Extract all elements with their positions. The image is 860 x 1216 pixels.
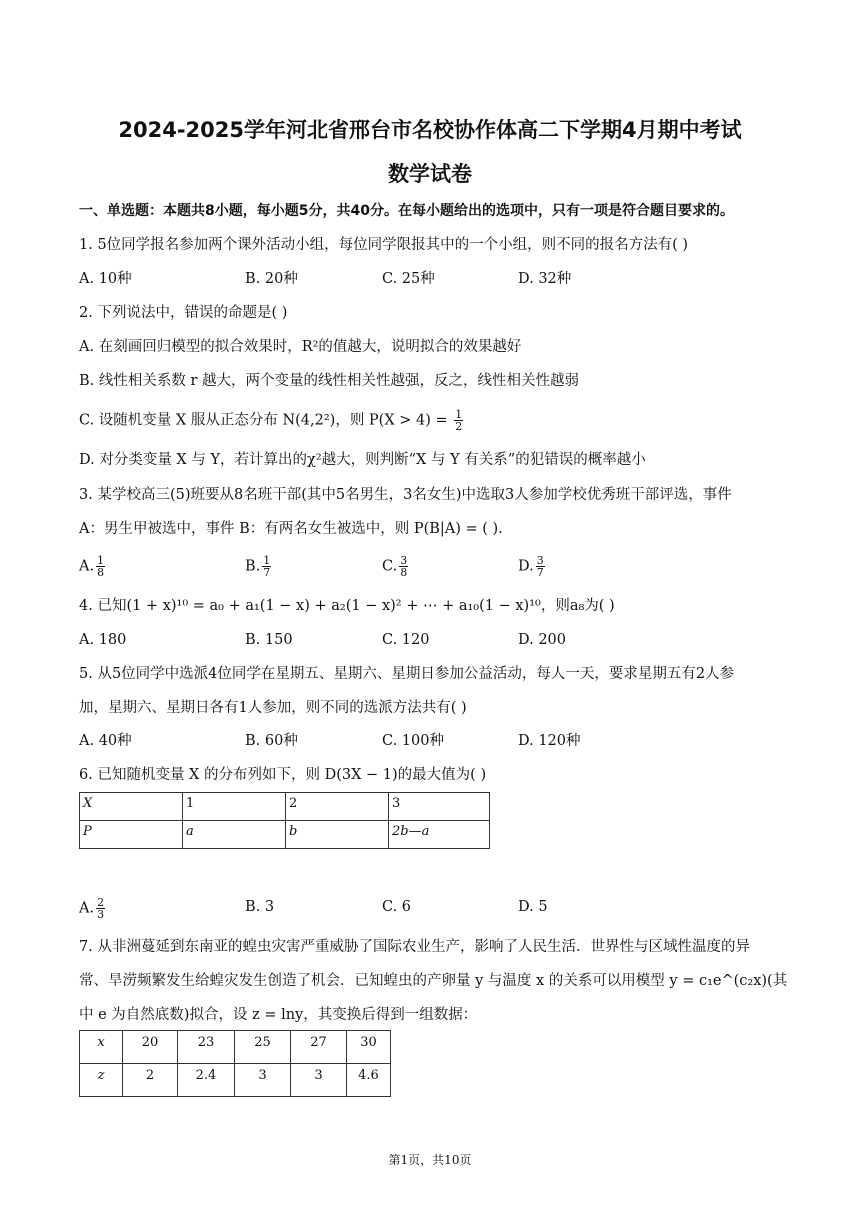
question-3-stem-line1: 3. 某学校高三(5)班要从8名班干部(其中5名男生，3名女生)中选取3人参加学校优秀班干部评选，事件 [79, 487, 732, 503]
table-cell: x [80, 1031, 123, 1064]
table-cell: 4.6 [347, 1064, 391, 1097]
q2-option-c-text: C. 设随机变量 X 服从正态分布 N(4,2²)，则 P(X > 4) = [79, 412, 448, 429]
q2-option-c [79, 409, 465, 432]
question-7-stem-line2: 常、旱涝频繁发生给蝗灾发生创造了机会．已知蝗虫的产卵量 y 与温度 x 的关系可以用模型 y = c₁e^(c₂x)(其 [79, 973, 788, 989]
page-footer: 第1页，共10页 [388, 1153, 472, 1167]
option-fraction [96, 897, 105, 920]
fraction-numerator: 1 [263, 554, 271, 567]
fraction-denominator: 3 [97, 908, 105, 921]
option-label: B. [245, 558, 261, 575]
q3-option-a [79, 555, 107, 578]
table-cell: 27 [291, 1031, 347, 1064]
table-cell: 2b—a [389, 821, 490, 849]
table-cell: 2 [123, 1064, 178, 1097]
option-label: D. [518, 558, 534, 575]
table-cell: a [183, 821, 286, 849]
q4-option-a: A. 180 [79, 632, 127, 648]
table-cell: 2 [286, 793, 389, 821]
option-fraction [536, 555, 545, 578]
table-cell: 20 [123, 1031, 178, 1064]
q3-option-c [382, 555, 410, 578]
option-fraction [96, 555, 105, 578]
q2-option-d: D. 对分类变量 X 与 Y，若计算出的χ²越大，则判断“X 与 Y 有关系”的犯错误的概率越小 [79, 452, 646, 468]
fraction-denominator: 8 [97, 566, 105, 579]
q3-option-b [245, 555, 273, 578]
q1-option-c: C. 25种 [382, 271, 435, 287]
table-cell: 3 [291, 1064, 347, 1097]
q2-option-b: B. 线性相关系数 r 越大，两个变量的线性相关性越强，反之，线性相关性越弱 [79, 373, 580, 389]
table-cell: 1 [183, 793, 286, 821]
option-fraction [399, 555, 408, 578]
table-cell: 25 [235, 1031, 291, 1064]
option-label: A. [79, 900, 95, 917]
q6-option-d: D. 5 [518, 899, 548, 915]
option-fraction [262, 555, 271, 578]
fraction-denominator: 7 [536, 566, 544, 579]
q4-option-b: B. 150 [245, 632, 293, 648]
section-heading: 一、单选题：本题共8小题，每小题5分，共40分。在每小题给出的选项中，只有一项是符合题目要求的。 [79, 203, 734, 219]
table-cell: 3 [235, 1064, 291, 1097]
table-cell: 2.4 [178, 1064, 235, 1097]
fraction-denominator: 8 [400, 566, 408, 579]
q1-option-d: D. 32种 [518, 271, 572, 287]
question-6-stem: 6. 已知随机变量 X 的分布列如下，则 D(3X − 1)的最大值为( ) [79, 767, 487, 783]
question-7-stem-line3: 中 e 为自然底数)拟合，设 z = lny，其变换后得到一组数据： [79, 1007, 478, 1023]
question-3-stem-line2: A：男生甲被选中，事件 B：有两名女生被选中，则 P(B|A) = ( ). [79, 521, 503, 537]
question-5-stem-line1: 5. 从5位同学中选派4位同学在星期五、星期六、星期日参加公益活动，每人一天，要求星期五有2人参 [79, 666, 735, 682]
q5-option-d: D. 120种 [518, 733, 581, 749]
q5-option-b: B. 60种 [245, 733, 298, 749]
q1-option-a: A. 10种 [79, 271, 132, 287]
question-1-stem: 1. 5位同学报名参加两个课外活动小组，每位同学限报其中的一个小组，则不同的报名方法有( ) [79, 237, 689, 253]
q2-option-c-fraction [454, 409, 463, 432]
table-row [80, 793, 490, 821]
table-cell: 3 [389, 793, 490, 821]
q4-option-c: C. 120 [382, 632, 430, 648]
q2-option-a: A. 在刻画回归模型的拟合效果时，R²的值越大，说明拟合的效果越好 [79, 339, 522, 355]
data-table [79, 1030, 391, 1097]
option-label: C. [382, 558, 398, 575]
q5-option-c: C. 100种 [382, 733, 444, 749]
exam-subtitle: 数学试卷 [388, 162, 472, 186]
option-label: A. [79, 558, 95, 575]
table-row [80, 1064, 391, 1097]
q4-option-d: D. 200 [518, 632, 567, 648]
table-cell: P [80, 821, 183, 849]
question-7-stem-line1: 7. 从非洲蔓延到东南亚的蝗虫灾害严重威胁了国际农业生产，影响了人民生活．世界性与区域性温度的异 [79, 939, 750, 955]
table-cell: 23 [178, 1031, 235, 1064]
question-4-stem: 4. 已知(1 + x)¹⁰ = a₀ + a₁(1 − x) + a₂(1 − x)² + ⋯ + a₁₀(1 − x)¹⁰，则a₈为( ) [79, 598, 615, 614]
fraction-numerator: 1 [97, 554, 105, 567]
fraction-numerator: 1 [455, 408, 463, 421]
fraction-numerator: 2 [97, 896, 105, 909]
question-5-stem-line2: 加，星期六、星期日各有1人参加，则不同的选派方法共有( ) [79, 700, 467, 716]
distribution-table [79, 792, 490, 849]
q6-option-a [79, 897, 107, 920]
question-2-stem: 2. 下列说法中，错误的命题是( ) [79, 305, 288, 321]
table-cell: z [80, 1064, 123, 1097]
fraction-numerator: 3 [400, 554, 408, 567]
q1-option-b: B. 20种 [245, 271, 298, 287]
exam-title: 2024-2025学年河北省邢台市名校协作体高二下学期4月期中考试 [118, 118, 742, 142]
table-cell: X [80, 793, 183, 821]
q5-option-a: A. 40种 [79, 733, 132, 749]
fraction-numerator: 3 [536, 554, 544, 567]
table-cell: b [286, 821, 389, 849]
table-cell: 30 [347, 1031, 391, 1064]
table-row [80, 1031, 391, 1064]
q6-option-b: B. 3 [245, 899, 275, 915]
table-row [80, 821, 490, 849]
fraction-denominator: 2 [455, 420, 463, 433]
fraction-denominator: 7 [263, 566, 271, 579]
q3-option-d [518, 555, 547, 578]
q6-option-c: C. 6 [382, 899, 412, 915]
